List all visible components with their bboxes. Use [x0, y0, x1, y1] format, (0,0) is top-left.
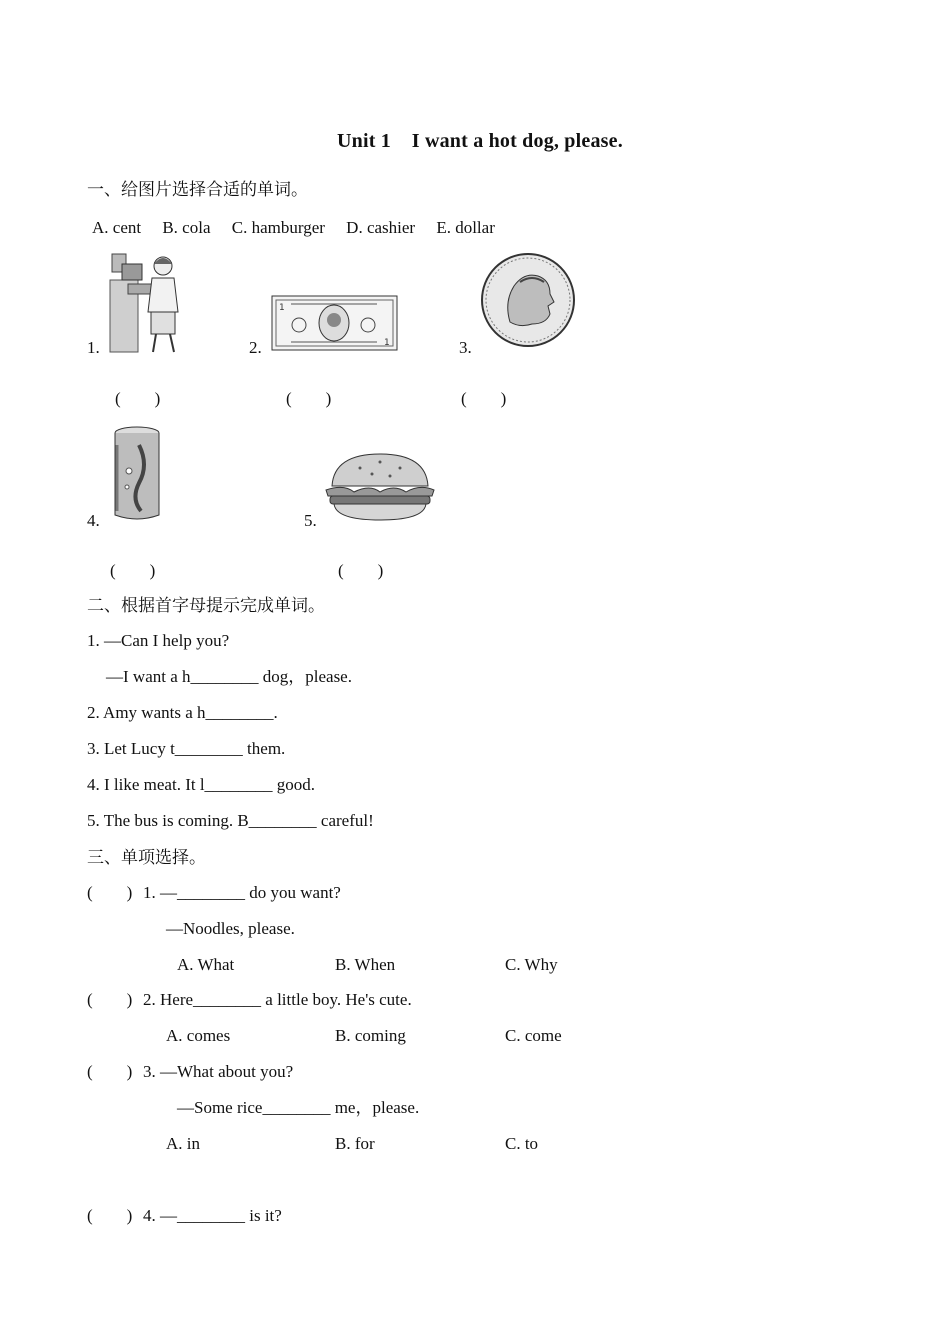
fill-line: 5. The bus is coming. B________ careful!	[87, 811, 374, 830]
page-title: Unit 1 I want a hot dog, please.	[337, 130, 623, 152]
fill-line: 3. Let Lucy t________ them.	[87, 739, 286, 758]
question-stem: 2. Here________ a little boy. He's cute.	[143, 990, 412, 1009]
question-sub: —Noodles, please.	[166, 919, 295, 938]
item-number: 1.	[87, 338, 100, 357]
answer-paren[interactable]: ( )	[87, 883, 133, 902]
svg-text:1: 1	[384, 338, 390, 348]
option-b: B. coming	[335, 1026, 406, 1045]
question-stem: 3. —What about you?	[143, 1062, 294, 1081]
option-c: C. to	[505, 1134, 539, 1153]
item-number: 4.	[87, 511, 100, 530]
option-a: A. comes	[166, 1026, 231, 1045]
item-number: 2.	[249, 338, 262, 357]
coin-picture	[480, 252, 576, 348]
item-number: 3.	[459, 338, 472, 357]
question-sub: —Some rice________ me，please.	[177, 1098, 420, 1117]
item-number: 5.	[304, 511, 317, 530]
answer-blank[interactable]: ( )	[286, 389, 332, 408]
section2-heading: 二、根据首字母提示完成单词。	[87, 596, 325, 616]
section1-heading: 一、给图片选择合适的单词。	[87, 180, 308, 200]
answer-blank[interactable]: ( )	[461, 389, 507, 408]
option-b: B. for	[335, 1134, 375, 1153]
section3-heading: 三、单项选择。	[87, 848, 206, 868]
option-c: C. Why	[505, 955, 558, 974]
answer-paren[interactable]: ( )	[87, 990, 133, 1009]
question-stem: 1. —________ do you want?	[143, 883, 341, 902]
answer-paren[interactable]: ( )	[87, 1206, 133, 1225]
answer-blank[interactable]: ( )	[338, 561, 384, 580]
dollar-bill-picture	[271, 295, 398, 351]
fill-line: 2. Amy wants a h________.	[87, 703, 278, 722]
option-b: B. When	[335, 955, 396, 974]
hamburger-picture	[324, 452, 436, 524]
svg-text:1: 1	[279, 303, 285, 313]
option-a: A. in	[166, 1134, 200, 1153]
cashier-picture	[108, 250, 186, 354]
answer-blank[interactable]: ( )	[115, 389, 161, 408]
word-options: A. cent B. cola C. hamburger D. cashier E. dollar	[92, 218, 495, 237]
cola-can-picture	[109, 425, 165, 523]
answer-paren[interactable]: ( )	[87, 1062, 133, 1081]
option-c: C. come	[505, 1026, 562, 1045]
fill-line: —I want a h________ dog，please.	[106, 667, 352, 686]
question-stem: 4. —________ is it?	[143, 1206, 282, 1225]
answer-blank[interactable]: ( )	[110, 561, 156, 580]
fill-line: 1. —Can I help you?	[87, 631, 230, 650]
option-a: A. What	[177, 955, 235, 974]
fill-line: 4. I like meat. It l________ good.	[87, 775, 316, 794]
